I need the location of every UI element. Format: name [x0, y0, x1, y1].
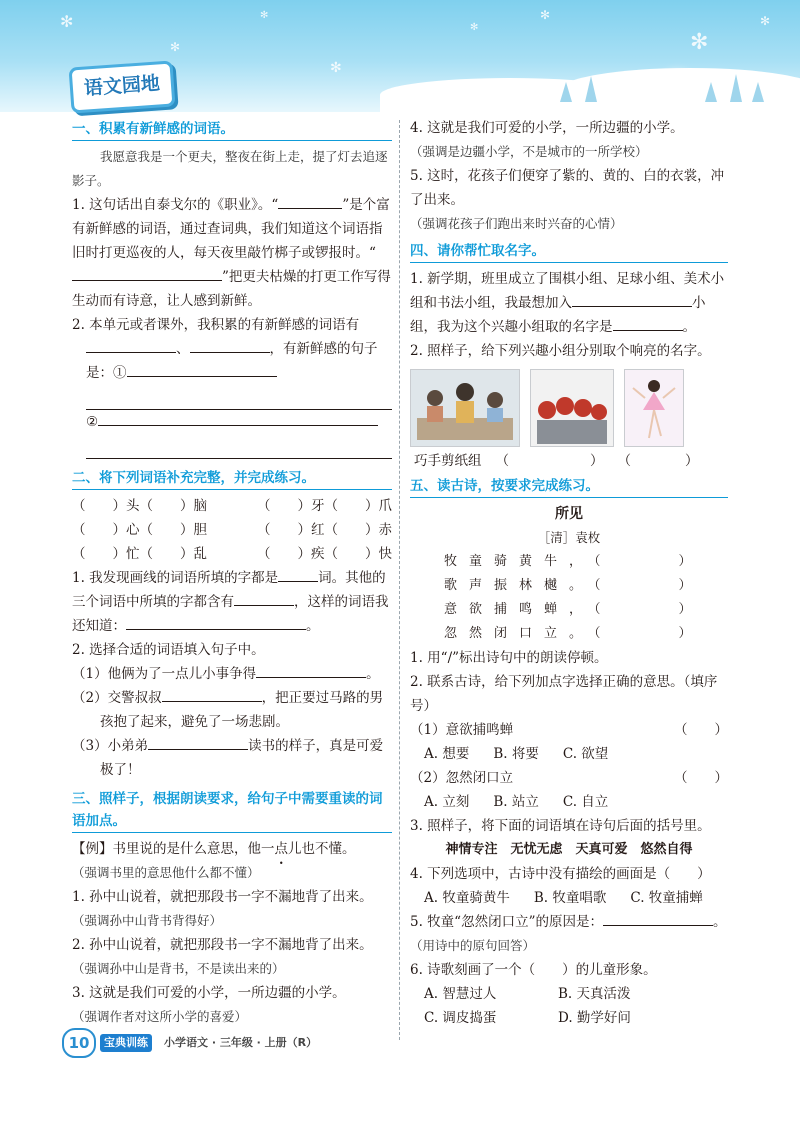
poem-blank[interactable]: （ ）	[594, 626, 692, 641]
s5-question-5: 5. 牧童“忽然闭口立”的原因是： 。	[410, 910, 728, 934]
options-row	[410, 886, 728, 910]
s4-question-2: 2. 照样子，给下列兴趣小组分别取个响亮的名字。	[410, 343, 711, 359]
picture-row	[410, 369, 728, 447]
snowflake-icon: ✻	[170, 40, 181, 54]
answer-line[interactable]	[86, 434, 392, 459]
snowflake-icon: ✻	[330, 60, 342, 76]
dotted-word: 一点儿	[261, 841, 302, 857]
answer-blank[interactable]	[632, 292, 692, 307]
answer-line[interactable]	[86, 385, 392, 410]
s5-question-2-2: （2）忽然闭口立 （ ）	[410, 766, 728, 790]
s5-note-5: （用诗中的原句回答）	[410, 938, 536, 953]
option[interactable]: B. 牧童唱歌	[533, 890, 607, 906]
word-bank: 神情专注 无忧无虑 天真可爱 悠然自得	[445, 842, 693, 857]
header-banner	[0, 0, 800, 112]
picture-label-blank[interactable]: （ ）	[617, 453, 699, 469]
brand-logo: 宝典训练	[100, 1034, 152, 1052]
s3-question-1[interactable]: 1. 孙中山说着，就把那段书一字不漏地背了出来。	[72, 889, 373, 905]
section-5-title: 五、读古诗，按要求完成练习。	[410, 475, 728, 498]
s1-question-2-line: 、 ，有新鲜感的句子是：①	[72, 337, 392, 385]
s3-note-5: （强调花孩子们跑出来时兴奋的心情）	[410, 216, 623, 231]
answer-blank[interactable]	[613, 316, 683, 331]
page-number: 10	[62, 1028, 96, 1058]
s4-question-1: 1. 新学期，班里成立了围棋小组、足球小组、美术小组和书法小组，我最想加入 小组，我为这个兴趣小组取的名字是 。	[410, 271, 725, 335]
options-row	[410, 790, 728, 814]
s3-question-3[interactable]: 3. 这就是我们可爱的小学，一所边疆的小学。	[72, 985, 346, 1001]
tree-icon	[730, 74, 742, 102]
option[interactable]: C. 调皮捣蛋	[424, 1010, 497, 1026]
option[interactable]: A. 牧童骑黄牛	[424, 890, 510, 906]
tree-icon	[585, 76, 597, 102]
snowflake-icon: ✻	[690, 30, 709, 55]
s5-question-1: 1. 用“/”标出诗句中的朗读停顿。	[410, 650, 608, 666]
answer-blank[interactable]	[278, 194, 342, 209]
s3-note-3: （强调作者对这所小学的喜爱）	[72, 1009, 248, 1024]
dance-group-photo	[624, 369, 684, 447]
snowflake-icon: ✻	[540, 8, 551, 22]
answer-blank[interactable]	[98, 411, 378, 426]
chorus-group-photo	[530, 369, 614, 447]
s5-question-4: 4. 下列选项中，古诗中没有描绘的画面是（ ）	[410, 866, 711, 882]
moon-icon	[662, 72, 692, 102]
s5-question-2: 2. 联系古诗，给下列加点字选择正确的意思。（填序号）	[410, 674, 718, 714]
option[interactable]: A. 想要	[424, 746, 470, 762]
column-divider	[399, 120, 400, 1040]
section-3-title: 三、照样子，根据朗读要求，给句子中需要重读的词语加点。	[72, 788, 392, 833]
s2-question-2-2: （2）交警叔叔 ，把正要过马路的男孩抱了起来，避免了一场悲剧。	[72, 686, 392, 734]
word-item: （ ）头（ ）脑	[72, 498, 207, 514]
section-2-title: 二、将下列词语补充完整，并完成练习。	[72, 467, 392, 490]
example-sentence: 【例】书里说的是什么意思，他一点儿也不懂。	[72, 841, 356, 857]
picture-labels	[410, 449, 728, 473]
poem-author: ［清］袁枚	[537, 530, 601, 545]
answer-blank[interactable]	[86, 338, 176, 353]
s2-question-2-3: （3）小弟弟 读书的样子，真是可爱极了！	[72, 734, 392, 782]
options-row	[410, 1006, 728, 1030]
option[interactable]: A. 智慧过人	[424, 986, 497, 1002]
option[interactable]: B. 将要	[493, 746, 539, 762]
answer-blank[interactable]	[127, 362, 277, 377]
poem-blank[interactable]: （ ）	[594, 554, 692, 569]
s1-question-2-line-2: ②	[72, 410, 392, 434]
option[interactable]: C. 欲望	[562, 746, 609, 762]
word-item: （ ）牙（ ）爪	[257, 498, 392, 514]
option[interactable]: C. 自立	[562, 794, 609, 810]
poem-blank[interactable]: （ ）	[594, 602, 692, 617]
section-4-title: 四、请你帮忙取名字。	[410, 240, 728, 263]
option[interactable]: B. 站立	[493, 794, 539, 810]
s5-question-6: 6. 诗歌刻画了一个（ ）的儿童形象。	[410, 962, 657, 978]
word-item: （ ）忙（ ）乱	[72, 546, 207, 562]
picture-label: 巧手剪纸组	[414, 453, 482, 469]
option[interactable]: C. 牧童捕蝉	[630, 890, 703, 906]
snowflake-icon: ✻	[260, 10, 269, 21]
snowflake-icon: ✻	[60, 12, 74, 31]
snowflake-icon: ✻	[470, 22, 479, 33]
tree-icon	[752, 82, 764, 102]
answer-blank[interactable]	[126, 615, 216, 630]
word-grid-row	[72, 494, 392, 518]
left-column	[72, 116, 392, 1029]
answer-blank[interactable]	[216, 615, 306, 630]
word-item: （ ）红（ ）赤	[257, 522, 392, 538]
tree-icon	[705, 82, 717, 102]
answer-blank[interactable]	[572, 292, 632, 307]
s3-note-4: （强调是边疆小学，不是城市的一所学校）	[410, 144, 648, 159]
s3-question-2[interactable]: 2. 孙中山说着，就把那段书一字不漏地背了出来。	[72, 937, 373, 953]
answer-blank[interactable]	[256, 663, 366, 678]
option[interactable]: A. 立刻	[424, 794, 470, 810]
answer-blank[interactable]	[278, 567, 318, 582]
quote-text: 我愿意我是一个更夫，整夜在街上走，提了灯去追逐影子。	[72, 149, 388, 188]
answer-paren[interactable]: （ ）	[674, 722, 728, 738]
answer-blank[interactable]	[603, 911, 713, 926]
picture-label-blank[interactable]: （ ）	[495, 453, 604, 469]
poem-line: 歌声振林樾。（ ）	[444, 578, 692, 593]
papercut-group-photo	[410, 369, 520, 447]
s3-note-1: （强调孙中山背书背得好）	[72, 913, 223, 928]
word-grid-row	[72, 542, 392, 566]
answer-blank[interactable]	[162, 687, 262, 702]
tree-icon	[560, 82, 572, 102]
s2-question-2-1: （1）他俩为了一点儿小事争得 。	[72, 662, 392, 686]
s3-question-4[interactable]: 4. 这就是我们可爱的小学，一所边疆的小学。	[410, 120, 684, 136]
word-item: （ ）疾（ ）快	[257, 546, 392, 562]
s1-question-1: 1. 这句话出自泰戈尔的《职业》。“ ”是个富有新鲜感的词语，通过查词典，我们知道这个词语指旧时打更巡夜的人，每天夜里敲竹梆子或锣报时。“”把更夫枯燥的打更工作写得生动而有诗意，让人感到新鲜。	[72, 193, 392, 313]
answer-blank[interactable]	[72, 266, 222, 281]
poem-line: 牧童骑黄牛，（ ）	[444, 554, 692, 569]
s2-question-1: 1. 我发现画线的词语所填的字都是 词。其他的三个词语中所填的字都含有 ，这样的词语我还知道： 。	[72, 566, 392, 638]
right-column	[410, 116, 728, 1030]
options-row	[410, 982, 728, 1006]
option[interactable]: B. 天真活泼	[558, 986, 631, 1002]
s5-question-3: 3. 照样子，将下面的词语填在诗句后面的括号里。	[410, 818, 711, 834]
word-grid-row	[72, 518, 392, 542]
s5-question-2-1: （1）意欲捕鸣蝉 （ ）	[410, 718, 728, 742]
poem-line: 意欲捕鸣蝉，（ ）	[444, 602, 692, 617]
answer-blank[interactable]	[234, 591, 294, 606]
option[interactable]: D. 勤学好问	[558, 1010, 631, 1026]
section-1-title: 一、积累有新鲜感的词语。	[72, 118, 392, 141]
example-note: （强调书里的意思他什么都不懂）	[72, 865, 260, 880]
poem-title: 所见	[555, 506, 583, 522]
s2-question-2: 2. 选择合适的词语填入句子中。	[72, 642, 265, 658]
options-row	[410, 742, 728, 766]
answer-paren[interactable]: （ ）	[674, 770, 728, 786]
s3-question-5[interactable]: 5. 这时，花孩子们便穿了紫的、黄的、白的衣裳，冲了出来。	[410, 168, 725, 208]
s3-note-2: （强调孙中山是背书，不是读出来的）	[72, 961, 285, 976]
answer-blank[interactable]	[148, 735, 248, 750]
section-badge: 语文园地	[69, 60, 176, 113]
answer-blank[interactable]	[190, 338, 270, 353]
s1-question-2: 2. 本单元或者课外，我积累的有新鲜感的词语有	[72, 317, 360, 333]
poem-blank[interactable]: （ ）	[594, 578, 692, 593]
word-item: （ ）心（ ）胆	[72, 522, 207, 538]
poem-line: 忽然闭口立。（ ）	[444, 626, 692, 641]
book-info: 小学语文 · 三年级 · 上册（R）	[164, 1036, 318, 1049]
snowflake-icon: ✻	[760, 14, 771, 28]
